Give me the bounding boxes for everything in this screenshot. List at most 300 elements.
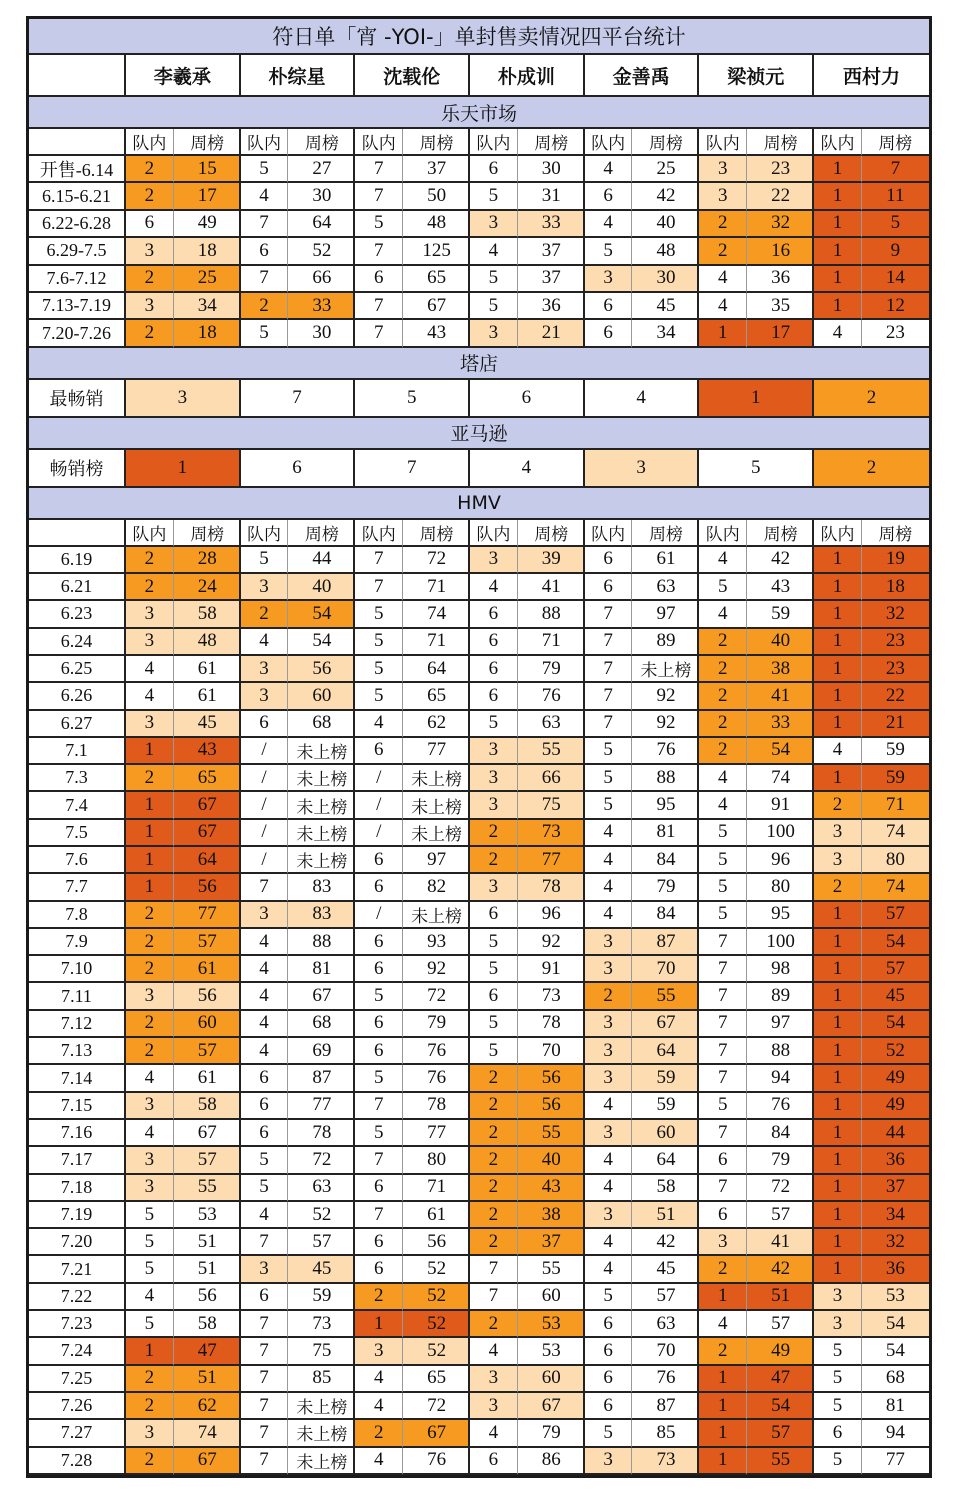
data-pair xyxy=(814,574,929,601)
rank-value: 5 xyxy=(470,929,518,956)
rank-value: 3 xyxy=(470,320,518,347)
data-pair xyxy=(126,847,241,874)
rank-value: 1 xyxy=(814,629,862,656)
row-label: 7.13-7.19 xyxy=(29,293,126,320)
data-pair xyxy=(355,874,470,901)
weekly-value: 92 xyxy=(403,956,470,983)
rank-value: 5 xyxy=(355,629,403,656)
rank-value: 2 xyxy=(126,902,174,929)
data-pair xyxy=(126,156,241,183)
weekly-value: 68 xyxy=(288,711,355,738)
rank-value: 4 xyxy=(585,156,633,183)
rank-value: 1 xyxy=(699,1420,747,1447)
row-label: 7.20-7.26 xyxy=(29,320,126,347)
data-pair xyxy=(585,656,700,683)
rank-value: 2 xyxy=(699,211,747,238)
weekly-value: 72 xyxy=(288,1147,355,1174)
rank-value: / xyxy=(355,765,403,792)
data-pair xyxy=(470,293,585,320)
data-pair xyxy=(699,293,814,320)
weekly-value: 76 xyxy=(632,1366,699,1393)
rank-value: 3 xyxy=(126,1175,174,1202)
rank-value: 5 xyxy=(470,1011,518,1038)
data-pair xyxy=(699,547,814,574)
sub-header-weekly: 周榜 xyxy=(632,520,699,547)
weekly-value: 69 xyxy=(288,1038,355,1065)
weekly-value: 59 xyxy=(288,1284,355,1311)
weekly-value: 32 xyxy=(862,601,929,628)
sub-header-corner xyxy=(29,129,126,156)
data-pair xyxy=(699,956,814,983)
weekly-value: 38 xyxy=(747,656,814,683)
weekly-value: 83 xyxy=(288,902,355,929)
data-pair xyxy=(241,738,356,765)
weekly-value: 23 xyxy=(862,629,929,656)
weekly-value: 未上榜 xyxy=(403,792,470,819)
rank-value: 4 xyxy=(241,1202,289,1229)
rank-value: / xyxy=(241,847,289,874)
weekly-value: 74 xyxy=(403,601,470,628)
weekly-value: 84 xyxy=(632,847,699,874)
sub-header-weekly: 周榜 xyxy=(862,129,929,156)
rank-value: 1 xyxy=(814,1093,862,1120)
data-pair xyxy=(814,1065,929,1092)
weekly-value: 50 xyxy=(403,183,470,210)
weekly-value: 49 xyxy=(747,1338,814,1365)
rank-value: 2 xyxy=(699,1256,747,1283)
row-label: 7.6 xyxy=(29,847,126,874)
data-pair xyxy=(241,156,356,183)
data-pair xyxy=(355,156,470,183)
data-pair xyxy=(355,656,470,683)
weekly-value: 54 xyxy=(862,1011,929,1038)
rank-value: 2 xyxy=(470,1147,518,1174)
weekly-value: 21 xyxy=(518,320,585,347)
rank-value: 5 xyxy=(699,847,747,874)
data-pair xyxy=(585,1311,700,1338)
rank-value: 4 xyxy=(355,1448,403,1475)
sub-header-weekly: 周榜 xyxy=(632,129,699,156)
weekly-value: 36 xyxy=(518,293,585,320)
rank-value: 4 xyxy=(470,574,518,601)
rank-value: 3 xyxy=(126,1420,174,1447)
data-pair xyxy=(470,547,585,574)
weekly-value: 67 xyxy=(632,1011,699,1038)
sub-header-row xyxy=(29,520,929,547)
weekly-value: 54 xyxy=(862,929,929,956)
rank-value: 2 xyxy=(814,792,862,819)
data-pair xyxy=(585,874,700,901)
rank-value: 2 xyxy=(699,238,747,265)
weekly-value: 88 xyxy=(518,601,585,628)
table-row xyxy=(29,1284,929,1311)
weekly-value: 91 xyxy=(518,956,585,983)
rank-value: 5 xyxy=(699,820,747,847)
data-pair xyxy=(814,211,929,238)
rank-value: 3 xyxy=(585,1065,633,1092)
rank-value: 5 xyxy=(355,983,403,1010)
weekly-value: 88 xyxy=(747,1038,814,1065)
weekly-value: 79 xyxy=(747,1147,814,1174)
rank-value: 3 xyxy=(699,1229,747,1256)
rank-value: 7 xyxy=(699,929,747,956)
weekly-value: 72 xyxy=(403,1393,470,1420)
rank-value: 2 xyxy=(814,380,929,418)
weekly-value: 37 xyxy=(518,238,585,265)
data-pair xyxy=(241,983,356,1010)
weekly-value: 84 xyxy=(632,902,699,929)
weekly-value: 53 xyxy=(862,1284,929,1311)
data-pair xyxy=(470,874,585,901)
data-pair xyxy=(585,929,700,956)
sub-header-rank: 队内 xyxy=(814,129,862,156)
weekly-value: 56 xyxy=(288,656,355,683)
rank-value: 5 xyxy=(585,792,633,819)
data-pair xyxy=(699,1011,814,1038)
data-pair xyxy=(470,683,585,710)
weekly-value: 98 xyxy=(747,956,814,983)
weekly-value: 38 xyxy=(518,1202,585,1229)
rank-value: 5 xyxy=(241,1175,289,1202)
data-pair xyxy=(814,1256,929,1283)
weekly-value: 78 xyxy=(403,1093,470,1120)
rank-value: 1 xyxy=(814,1065,862,1092)
rank-value: 2 xyxy=(470,1175,518,1202)
data-pair xyxy=(585,629,700,656)
data-pair xyxy=(355,266,470,293)
data-pair xyxy=(126,574,241,601)
rank-value: 6 xyxy=(585,183,633,210)
rank-value: 6 xyxy=(470,656,518,683)
data-pair xyxy=(126,1229,241,1256)
data-pair xyxy=(699,1311,814,1338)
weekly-value: 42 xyxy=(632,183,699,210)
rank-value: 2 xyxy=(126,1038,174,1065)
artist-name-6: 梁祯元 xyxy=(699,55,814,97)
rank-value: 5 xyxy=(814,1448,862,1475)
data-pair xyxy=(585,293,700,320)
weekly-value: 36 xyxy=(862,1256,929,1283)
weekly-value: 76 xyxy=(403,1448,470,1475)
rank-value: 2 xyxy=(814,874,862,901)
weekly-value: 57 xyxy=(747,1202,814,1229)
rank-value: 3 xyxy=(126,1147,174,1174)
data-pair xyxy=(241,902,356,929)
sub-header-weekly: 周榜 xyxy=(403,129,470,156)
rank-value: 3 xyxy=(814,820,862,847)
rank-value: 7 xyxy=(241,1366,289,1393)
data-pair xyxy=(699,656,814,683)
data-pair xyxy=(470,1229,585,1256)
weekly-value: 92 xyxy=(518,929,585,956)
rank-value: 7 xyxy=(241,874,289,901)
weekly-value: 15 xyxy=(174,156,241,183)
rank-value: 2 xyxy=(126,183,174,210)
data-pair xyxy=(355,1038,470,1065)
row-label: 6.23 xyxy=(29,601,126,628)
weekly-value: 70 xyxy=(518,1038,585,1065)
data-pair xyxy=(355,1120,470,1147)
data-pair xyxy=(355,711,470,738)
weekly-value: 40 xyxy=(747,629,814,656)
weekly-value: 56 xyxy=(174,1284,241,1311)
weekly-value: 61 xyxy=(174,956,241,983)
weekly-value: 81 xyxy=(288,956,355,983)
weekly-value: 95 xyxy=(747,902,814,929)
table-row xyxy=(29,1366,929,1393)
weekly-value: 89 xyxy=(632,629,699,656)
weekly-value: 63 xyxy=(632,574,699,601)
data-pair xyxy=(585,238,700,265)
weekly-value: 22 xyxy=(862,683,929,710)
data-pair xyxy=(126,902,241,929)
data-pair xyxy=(699,320,814,347)
data-pair xyxy=(814,547,929,574)
rank-value: 1 xyxy=(814,1011,862,1038)
weekly-value: 74 xyxy=(862,874,929,901)
sub-header-weekly: 周榜 xyxy=(288,129,355,156)
data-pair xyxy=(355,601,470,628)
data-pair xyxy=(585,1175,700,1202)
data-pair xyxy=(126,1065,241,1092)
data-pair xyxy=(241,1175,356,1202)
sub-header-weekly: 周榜 xyxy=(403,520,470,547)
data-pair xyxy=(241,847,356,874)
sub-header-weekly: 周榜 xyxy=(174,129,241,156)
data-pair xyxy=(241,1093,356,1120)
weekly-value: 48 xyxy=(632,238,699,265)
data-pair xyxy=(699,983,814,1010)
sub-header-weekly: 周榜 xyxy=(288,520,355,547)
rank-value: 4 xyxy=(699,601,747,628)
data-pair xyxy=(699,847,814,874)
rank-value: 3 xyxy=(241,656,289,683)
data-pair xyxy=(585,683,700,710)
rank-value: 7 xyxy=(241,211,289,238)
data-pair xyxy=(241,1065,356,1092)
data-pair xyxy=(814,765,929,792)
data-pair xyxy=(585,211,700,238)
rank-value: 5 xyxy=(241,320,289,347)
data-pair xyxy=(355,1175,470,1202)
weekly-value: 67 xyxy=(518,1393,585,1420)
sub-header-pair xyxy=(699,129,814,156)
weekly-value: 77 xyxy=(403,738,470,765)
weekly-value: 65 xyxy=(403,266,470,293)
weekly-value: 18 xyxy=(862,574,929,601)
section-title-3: 亚马逊 xyxy=(29,418,929,450)
rank-value: 4 xyxy=(470,1420,518,1447)
weekly-value: 72 xyxy=(747,1175,814,1202)
weekly-value: 64 xyxy=(403,656,470,683)
sub-header-pair xyxy=(126,520,241,547)
weekly-value: 79 xyxy=(518,1420,585,1447)
rank-value: 3 xyxy=(126,293,174,320)
data-pair xyxy=(470,1147,585,1174)
weekly-value: 44 xyxy=(862,1120,929,1147)
rank-value: 2 xyxy=(699,738,747,765)
data-pair xyxy=(126,711,241,738)
data-pair xyxy=(126,820,241,847)
row-label: 畅销榜 xyxy=(29,450,126,488)
weekly-value: 67 xyxy=(288,983,355,1010)
data-pair xyxy=(585,156,700,183)
data-pair xyxy=(126,1366,241,1393)
data-pair xyxy=(241,1038,356,1065)
table-row xyxy=(29,738,929,765)
table-row xyxy=(29,450,929,488)
weekly-value: 64 xyxy=(288,211,355,238)
data-pair xyxy=(355,238,470,265)
weekly-value: 125 xyxy=(403,238,470,265)
data-pair xyxy=(470,1120,585,1147)
data-pair xyxy=(241,683,356,710)
rank-value: 6 xyxy=(241,1065,289,1092)
weekly-value: 78 xyxy=(288,1120,355,1147)
rank-value: 4 xyxy=(585,380,700,418)
rank-value: 2 xyxy=(470,847,518,874)
weekly-value: 32 xyxy=(862,1229,929,1256)
weekly-value: 未上榜 xyxy=(403,902,470,929)
weekly-value: 52 xyxy=(403,1256,470,1283)
rank-value: 1 xyxy=(126,450,241,488)
data-pair xyxy=(470,1420,585,1447)
data-pair xyxy=(241,574,356,601)
data-pair xyxy=(241,820,356,847)
weekly-value: 96 xyxy=(747,847,814,874)
table-row xyxy=(29,792,929,819)
sub-header-rank: 队内 xyxy=(585,520,633,547)
data-pair xyxy=(814,929,929,956)
weekly-value: 62 xyxy=(174,1393,241,1420)
sub-header-pair xyxy=(470,129,585,156)
rank-value: 3 xyxy=(699,156,747,183)
data-pair xyxy=(699,1256,814,1283)
table-row xyxy=(29,183,929,210)
data-pair xyxy=(126,211,241,238)
rank-value: 4 xyxy=(241,929,289,956)
data-pair xyxy=(585,765,700,792)
weekly-value: 74 xyxy=(862,820,929,847)
weekly-value: 71 xyxy=(403,574,470,601)
data-pair xyxy=(241,1011,356,1038)
data-pair xyxy=(470,929,585,956)
weekly-value: 100 xyxy=(747,820,814,847)
weekly-value: 76 xyxy=(403,1038,470,1065)
sub-header-pair xyxy=(814,129,929,156)
table-row xyxy=(29,1038,929,1065)
rank-value: 7 xyxy=(585,629,633,656)
data-pair xyxy=(241,1256,356,1283)
table-row xyxy=(29,1338,929,1365)
data-pair xyxy=(241,1366,356,1393)
table-row xyxy=(29,656,929,683)
rank-value: 1 xyxy=(814,1120,862,1147)
data-pair xyxy=(355,792,470,819)
rank-value: 6 xyxy=(814,1420,862,1447)
weekly-value: 60 xyxy=(632,1120,699,1147)
row-label: 7.19 xyxy=(29,1202,126,1229)
rank-value: 3 xyxy=(126,380,241,418)
data-pair xyxy=(585,1256,700,1283)
data-pair xyxy=(470,1256,585,1283)
rank-value: 7 xyxy=(355,1202,403,1229)
rank-value: 7 xyxy=(241,380,356,418)
data-pair xyxy=(241,765,356,792)
sub-header-rank: 队内 xyxy=(699,520,747,547)
weekly-value: 32 xyxy=(747,211,814,238)
weekly-value: 86 xyxy=(518,1448,585,1475)
data-pair xyxy=(585,1366,700,1393)
weekly-value: 57 xyxy=(174,1147,241,1174)
row-label: 7.21 xyxy=(29,1256,126,1283)
weekly-value: 78 xyxy=(518,1011,585,1038)
data-pair xyxy=(699,156,814,183)
rank-value: 1 xyxy=(699,320,747,347)
weekly-value: 47 xyxy=(747,1366,814,1393)
weekly-value: 未上榜 xyxy=(288,765,355,792)
data-pair xyxy=(585,1038,700,1065)
rank-value: 1 xyxy=(814,683,862,710)
weekly-value: 23 xyxy=(862,320,929,347)
rank-value: 5 xyxy=(585,765,633,792)
weekly-value: 59 xyxy=(747,601,814,628)
weekly-value: 78 xyxy=(518,874,585,901)
weekly-value: 87 xyxy=(288,1065,355,1092)
data-pair xyxy=(699,902,814,929)
weekly-value: 34 xyxy=(862,1202,929,1229)
row-label: 7.1 xyxy=(29,738,126,765)
rank-value: 4 xyxy=(699,293,747,320)
data-pair xyxy=(699,1093,814,1120)
weekly-value: 未上榜 xyxy=(288,1420,355,1447)
weekly-value: 61 xyxy=(174,683,241,710)
weekly-value: 54 xyxy=(288,601,355,628)
row-label: 7.22 xyxy=(29,1284,126,1311)
data-pair xyxy=(814,683,929,710)
weekly-value: 76 xyxy=(518,683,585,710)
rank-value: 2 xyxy=(470,1229,518,1256)
data-pair xyxy=(699,1284,814,1311)
weekly-value: 77 xyxy=(403,1120,470,1147)
rank-value: 6 xyxy=(241,1284,289,1311)
weekly-value: 43 xyxy=(403,320,470,347)
data-pair xyxy=(355,929,470,956)
rank-value: 4 xyxy=(585,1256,633,1283)
weekly-value: 未上榜 xyxy=(403,765,470,792)
rank-value: / xyxy=(355,902,403,929)
rank-value: 6 xyxy=(585,1393,633,1420)
table-row xyxy=(29,380,929,418)
data-pair xyxy=(585,1448,700,1475)
rank-value: 6 xyxy=(585,574,633,601)
rank-value: 7 xyxy=(241,266,289,293)
weekly-value: 67 xyxy=(174,1120,241,1147)
data-pair xyxy=(814,711,929,738)
weekly-value: 61 xyxy=(174,656,241,683)
rank-value: 2 xyxy=(126,574,174,601)
rank-value: 6 xyxy=(355,874,403,901)
weekly-value: 82 xyxy=(403,874,470,901)
data-pair xyxy=(470,792,585,819)
data-pair xyxy=(126,1256,241,1283)
weekly-value: 64 xyxy=(632,1147,699,1174)
data-pair xyxy=(814,1420,929,1447)
row-label: 6.26 xyxy=(29,683,126,710)
weekly-value: 75 xyxy=(518,792,585,819)
weekly-value: 33 xyxy=(518,211,585,238)
data-pair xyxy=(126,1147,241,1174)
